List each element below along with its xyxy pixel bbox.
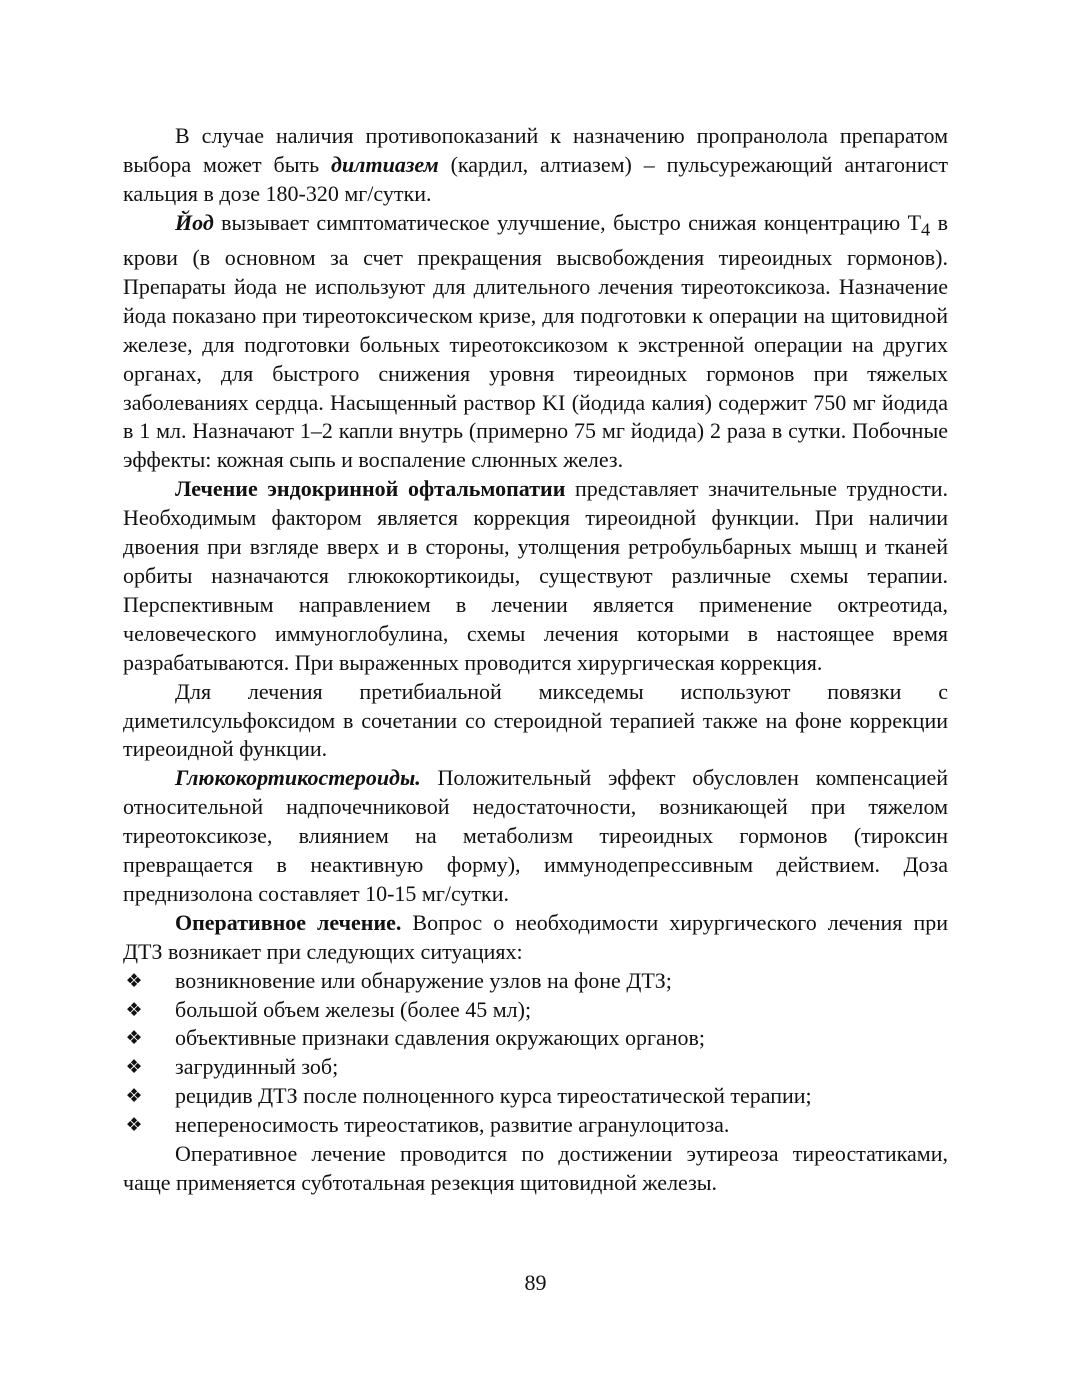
term-diltiazem: дилтиазем: [331, 151, 439, 177]
page-content: [123, 122, 948, 1198]
subscript-4: 4: [921, 219, 931, 240]
list-item: [123, 967, 948, 996]
bullet-diamond-icon: ❖: [125, 1085, 143, 1108]
indications-list: [123, 967, 948, 1140]
list-item: [123, 996, 948, 1025]
paragraph-text: Вопрос о необходимости хирургического лечения при ДТЗ возникает при следующих ситуациях:: [123, 909, 948, 964]
bullet-diamond-icon: ❖: [125, 1114, 143, 1137]
paragraph-text: представляет значительные трудности. Необходимым фактором является коррекция тиреоидной функции. При наличии двоения при взгляде вверх и в стороны, утолщения ретробульбарных мышц и тканей орбиты назначаются глюкокортикоиды, существуют различные схемы терапии. Перспективным направлением в лечении является применение октреотида, человеческого иммуноглобулина, схемы лечения которыми в настоящее время разрабатываются. При выраженных проводится хирургическая коррекция.: [123, 476, 948, 675]
list-item: [123, 1111, 948, 1140]
paragraph-text: Положительный эффект обусловлен компенсацией относительной надпочечниковой недостаточности, возникающей при тяжелом тиреотоксикозе, влиянием на метаболизм тиреоидных гормонов (тироксин превращается в неактивную форму), иммунодепрессивным действием. Доза преднизолона составляет 10-15 мг/сутки.: [123, 765, 948, 906]
bullet-diamond-icon: ❖: [125, 1056, 143, 1079]
paragraph-text: В случае наличия противопоказаний к назначению пропранолола препаратом выбора может быть: [123, 123, 948, 177]
list-item-text: объективные признаки сдавления окружающих органов;: [175, 1025, 706, 1051]
term-surgery: Оперативное лечение.: [175, 909, 402, 935]
list-item: [123, 1082, 948, 1111]
paragraph-diltiazem: [123, 122, 948, 209]
paragraph-surgery: [123, 909, 948, 967]
paragraph-text: в крови (в основном за счет прекращения высвобождения тиреоидных гормонов). Препараты йода не используют для длительного лечения тиреотоксикоза. Назначение йода показано при тиреотоксическом кризе, для подготовки к операции на щитовидной железе, для подготовки больных тиреотоксикозом к экстренной операции на других органах, для быстрого снижения уровня тиреоидных гормонов при тяжелых заболеваниях сердца. Насыщенный раствор KI (йодида калия) содержит 750 мг йодида в 1 мл. Назначают 1–2 капли внутрь (примерно 75 мг йодида) 2 раза в сутки. Побочные эффекты: кожная сыпь и воспаление слюнных желез.: [123, 209, 948, 473]
paragraph-iodine: [123, 209, 948, 476]
list-item: [123, 1024, 948, 1053]
bullet-diamond-icon: ❖: [125, 969, 143, 992]
list-item-text: рецидив ДТЗ после полноценного курса тиреостатической терапии;: [175, 1083, 812, 1109]
list-item-text: большой объем железы (более 45 мл);: [175, 996, 532, 1022]
list-item: [123, 1053, 948, 1082]
term-ophthalmopathy: Лечение эндокринной офтальмопатии: [175, 476, 566, 502]
paragraph-ophthalmopathy: [123, 475, 948, 677]
paragraph-glucocorticosteroids: [123, 764, 948, 909]
list-item-text: загрудинный зоб;: [175, 1054, 339, 1080]
term-glucocorticosteroids: Глюкокортикостероиды.: [175, 765, 421, 791]
paragraph-surgery-conclusion: Оперативное лечение проводится по достижении эутиреоза тиреостатиками, чаще применяется субтотальная резекция щитовидной железы.: [123, 1141, 948, 1196]
paragraph-text: вызывает симптоматическое улучшение, быстро снижая концентрацию Т: [213, 209, 922, 235]
list-item-text: непереносимость тиреостатиков, развитие агранулоцитоза.: [175, 1112, 730, 1138]
paragraph-text: (кардил, алтиазем) – пульсурежающий антагонист кальция в дозе 180-320 мг/сутки.: [123, 151, 948, 206]
list-item-text: возникновение или обнаружение узлов на фоне ДТЗ;: [175, 967, 672, 993]
page-number: 89: [524, 1270, 547, 1295]
term-iodine: Йод: [175, 209, 214, 235]
bullet-diamond-icon: ❖: [125, 998, 143, 1021]
bullet-diamond-icon: ❖: [125, 1027, 143, 1050]
paragraph-myxedema: Для лечения претибиальной микседемы используют повязки с диметилсульфоксидом в сочетании со стероидной терапией также на фоне коррекции тиреоидной функции.: [123, 678, 948, 762]
